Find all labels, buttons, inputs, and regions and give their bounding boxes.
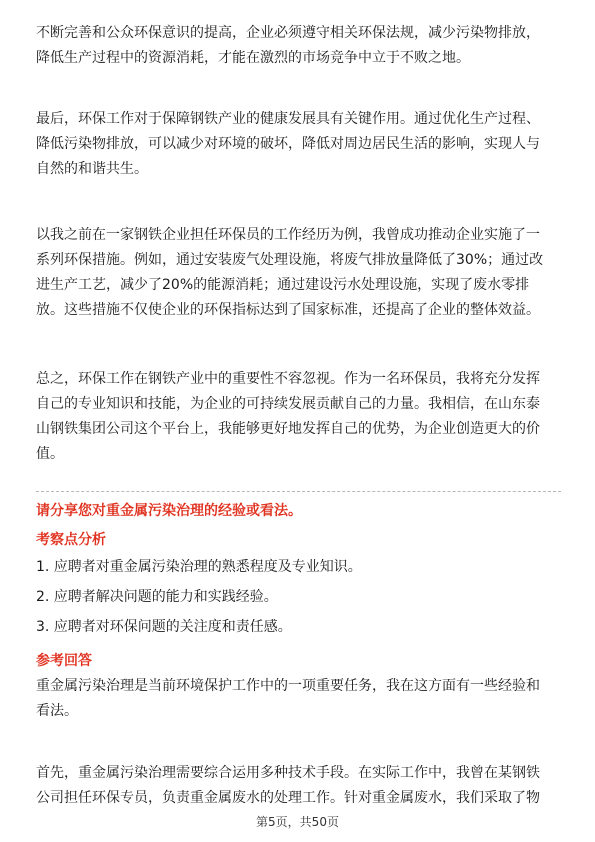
text-line: 公司担任环保专员，负责重金属废水的处理工作。针对重金属废水，我们采取了物: [36, 790, 540, 806]
body-paragraph: [36, 21, 561, 71]
text-line: 进生产工艺，减少了20%的能源消耗；通过建设污水处理设施，实现了废水零排: [36, 277, 530, 293]
analysis-item: 3. 应聘者对环保问题的关注度和责任感。: [36, 619, 292, 635]
text-line: 总之，环保工作在钢铁产业中的重要性不容忽视。作为一名环保员，我将充分发挥: [36, 371, 540, 387]
section-divider: [36, 491, 561, 492]
analysis-item: 1. 应聘者对重金属污染治理的熟悉程度及专业知识。: [36, 559, 362, 575]
text-line: 降低污染物排放，可以减少对环境的破坏，降低对周边居民生活的影响，实现人与: [36, 136, 540, 152]
text-line: 降低生产过程中的资源消耗，才能在激烈的市场竞争中立于不败之地。: [36, 50, 470, 66]
text-line: 放。这些措施不仅使企业的环保指标达到了国家标准，还提高了企业的整体效益。: [36, 302, 540, 318]
body-paragraph: [36, 367, 561, 467]
text-line: 最后，环保工作对于保障钢铁产业的健康发展具有关键作用。通过优化生产过程、: [36, 111, 540, 127]
text-line: 首先，重金属污染治理需要综合运用多种技术手段。在实际工作中，我曾在某钢铁: [36, 765, 540, 781]
text-line: 值。: [36, 446, 64, 462]
body-paragraph: [36, 223, 561, 323]
text-line: 看法。: [36, 703, 78, 719]
text-line: 自己的专业知识和技能，为企业的可持续发展贡献自己的力量。我相信，在山东泰: [36, 396, 540, 412]
text-line: 不断完善和公众环保意识的提高，企业必须遵守相关环保法规，减少污染物排放，: [36, 25, 540, 41]
answer-paragraph: [36, 674, 561, 724]
question-title: 请分享您对重金属污染治理的经验或看法。: [36, 503, 302, 519]
answer-paragraph: [36, 761, 561, 811]
text-line: 重金属污染治理是当前环境保护工作中的一项重要任务，我在这方面有一些经验和: [36, 678, 540, 694]
text-line: 系列环保措施。例如，通过安装废气处理设施，将废气排放量降低了30%；通过改: [36, 252, 544, 268]
body-paragraph: [36, 107, 561, 182]
analysis-item: 2. 应聘者解决问题的能力和实践经验。: [36, 589, 278, 605]
page-number: 第5页，共50页: [256, 815, 339, 829]
text-line: 山钢铁集团公司这个平台上，我能够更好地发挥自己的优势，为企业创造更大的价: [36, 421, 540, 437]
text-line: 以我之前在一家钢铁企业担任环保员的工作经历为例，我曾成功推动企业实施了一: [36, 227, 540, 243]
analysis-heading: 考察点分析: [36, 532, 106, 548]
answer-heading: 参考回答: [36, 653, 92, 669]
text-line: 自然的和谐共生。: [36, 161, 148, 177]
